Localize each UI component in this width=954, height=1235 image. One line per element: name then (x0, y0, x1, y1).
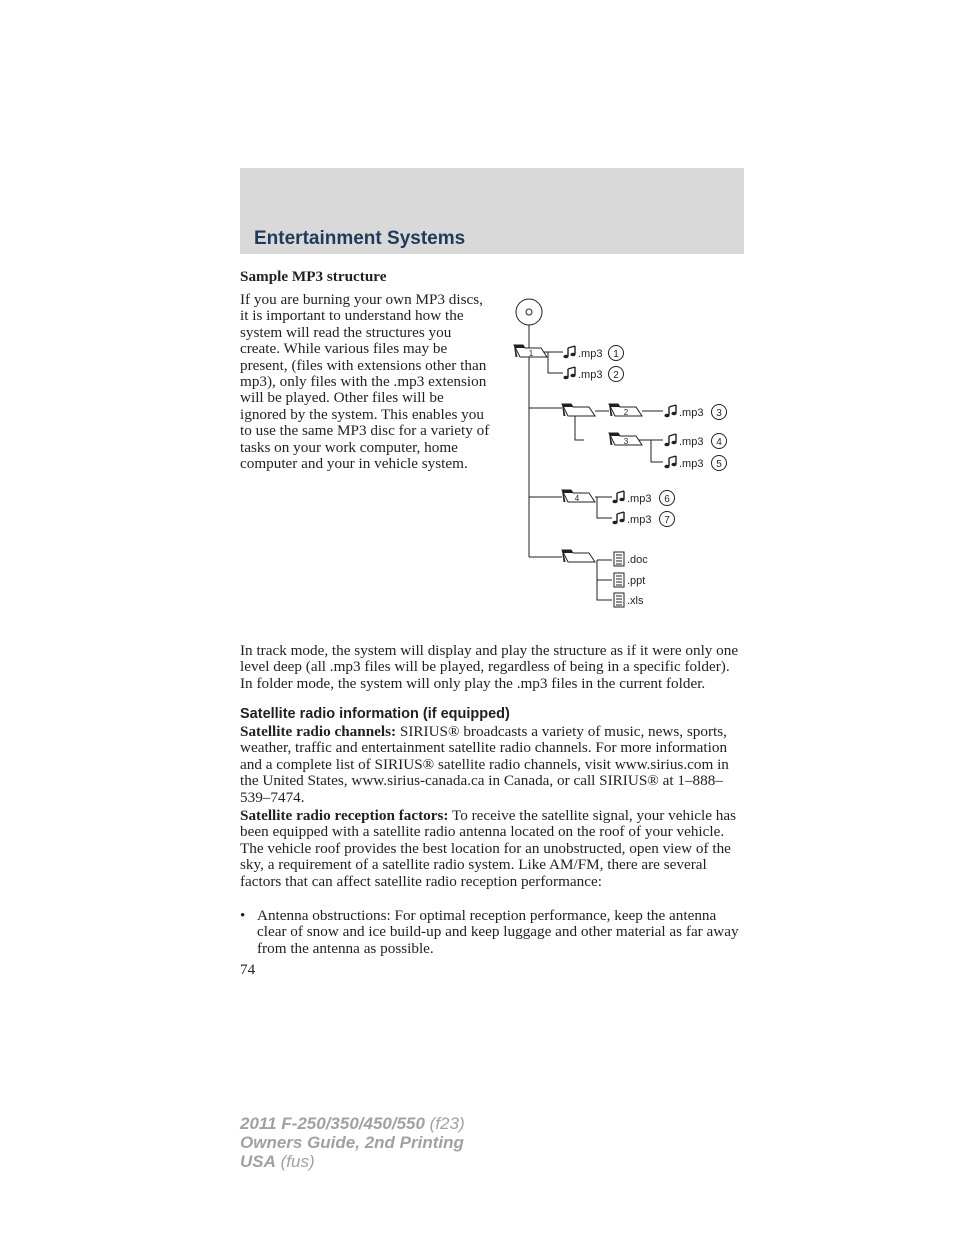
mp3-structure-heading: Sample MP3 structure (240, 268, 387, 285)
mp3-file-2 (563, 367, 623, 382)
music-note-icon (664, 434, 676, 446)
file-extension: .mp3 (627, 514, 652, 526)
folder-icon (562, 404, 595, 416)
mp3-structure-diagram (508, 294, 744, 612)
footer-model: 2011 F-250/350/450/550 (240, 1114, 425, 1133)
channels-label: Satellite radio channels: (240, 723, 397, 740)
folder-icon (514, 345, 547, 358)
mp3-file-4 (664, 434, 726, 449)
doc-file (614, 552, 648, 566)
ppt-file (614, 573, 645, 587)
mp3-file-3 (664, 405, 726, 420)
folder-icon (609, 404, 642, 417)
footer-region-code: (fus) (275, 1152, 315, 1171)
track-number: 3 (716, 408, 722, 419)
music-note-icon (612, 512, 624, 524)
factors-text: To receive the satellite signal, your vehicle has been equipped with a satellite radio antenna located on the roof of your vehicle. The vehicle roof provides the best location for an unobstructed, open view of the sky, a requirement of a satellite radio system. Like AM/FM, there are several factors that can affect satellite radio reception performance: (240, 807, 737, 890)
section-title: Entertainment Systems (254, 228, 466, 249)
factors-label: Satellite radio reception factors: (240, 807, 449, 824)
footer-model-code: (f23) (424, 1114, 465, 1133)
satellite-factors-paragraph (240, 808, 746, 890)
satellite-heading: Satellite radio information (if equipped) (240, 706, 510, 722)
antenna-obstructions-bullet (240, 908, 746, 957)
folder-number: 2 (623, 408, 629, 417)
page-number: 74 (240, 961, 256, 978)
file-extension: .mp3 (578, 369, 603, 381)
track-number: 5 (716, 459, 722, 470)
bullet-text: Antenna obstructions: For optimal reception performance, keep the antenna clear of snow and ice build-up and keep luggage and other material as far away from the antenna as possible. (257, 907, 739, 957)
music-note-icon (612, 491, 624, 503)
mp3-file-6 (612, 491, 674, 506)
footer-line-2: Owners Guide, 2nd Printing (240, 1133, 464, 1152)
track-mode-paragraph: In track mode, the system will display and play the structure as if it were only one level deep (all .mp3 files will be played, regardless of being in a specific folder). In folder mode, the system will only play the .mp3 files in the current folder. (240, 642, 739, 692)
folder-number: 1 (528, 349, 534, 358)
mp3-file-5 (664, 456, 726, 471)
mp3-intro-paragraph: If you are burning your own MP3 discs, it is important to understand how the system will read the structures you create. While various files may be present, (files with extensions other than mp3), only files with the .mp3 extension will be played. Other files will be ignored by the system. This enables you to use the same MP3 disc for a variety of tasks on your work computer, home computer and your in vehicle system. (240, 291, 490, 473)
folder-number: 3 (623, 437, 629, 446)
section-header-band (240, 168, 744, 254)
document-icon (614, 552, 624, 566)
file-extension: .mp3 (679, 436, 704, 448)
music-note-icon (664, 456, 676, 468)
music-note-icon (563, 367, 575, 379)
file-extension: .mp3 (578, 348, 603, 360)
xls-file (614, 593, 644, 607)
file-extension: .doc (627, 554, 648, 566)
channels-text: SIRIUS® broadcasts a variety of music, news, sports, weather, traffic and entertainment satellite radio channels. For more information and a complete list of SIRIUS® satellite radio channels, visit www.sirius.com in the United States, www.sirius-canada.ca in Canada, or call SIRIUS® at 1–888–539–7474. (240, 723, 729, 806)
mp3-file-1 (563, 346, 623, 361)
folder-number: 4 (574, 494, 580, 503)
file-extension: .xls (627, 595, 644, 607)
mp3-file-7 (612, 512, 674, 527)
file-extension: .mp3 (679, 407, 704, 419)
document-icon (614, 573, 624, 587)
folder-icon (562, 490, 595, 503)
track-number: 7 (664, 515, 670, 526)
track-number: 4 (716, 437, 722, 448)
file-extension: .mp3 (627, 493, 652, 505)
music-note-icon (664, 405, 676, 417)
track-number: 2 (613, 370, 619, 381)
footer-region: USA (240, 1152, 276, 1171)
bullet-mark: • (240, 907, 246, 924)
folder-icon (609, 433, 642, 446)
track-number: 6 (664, 494, 670, 505)
disc-icon (516, 299, 542, 325)
music-note-icon (563, 346, 575, 358)
document-icon (614, 593, 624, 607)
track-number: 1 (613, 349, 619, 360)
satellite-channels-paragraph (240, 724, 746, 806)
document-footer (240, 1114, 465, 1171)
file-extension: .ppt (627, 575, 646, 587)
footer-line-1 (240, 1114, 465, 1133)
folder-icon (562, 550, 595, 562)
footer-line-3 (240, 1152, 465, 1171)
file-extension: .mp3 (679, 458, 704, 470)
